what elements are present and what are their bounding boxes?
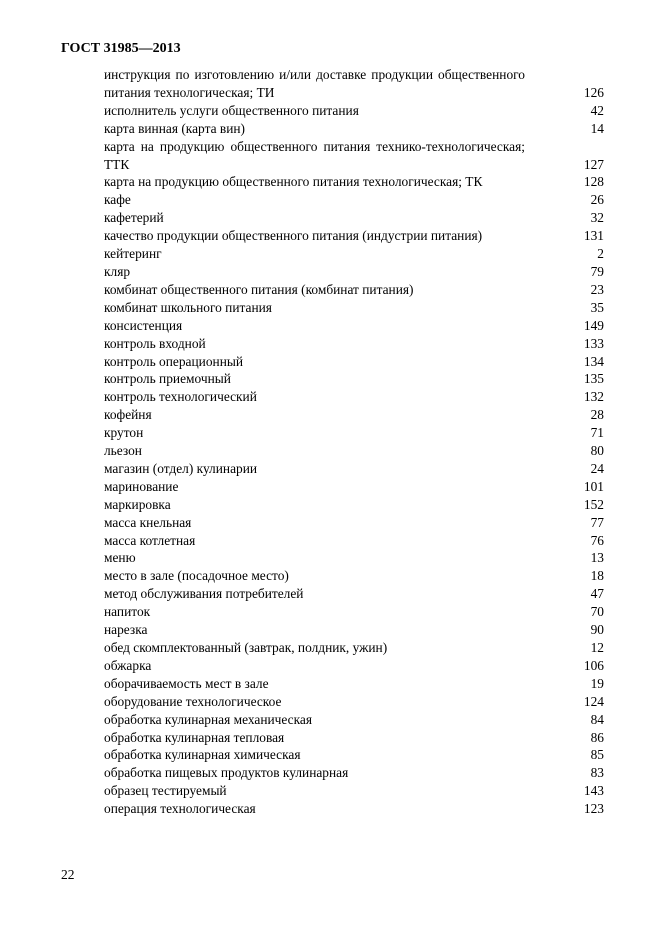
index-entry [104, 675, 604, 693]
index-entry [104, 263, 604, 281]
index-entry [104, 496, 604, 514]
index-page-number: 143 [583, 783, 604, 799]
index-entry [104, 406, 604, 424]
index-term: контроль входной [104, 335, 206, 351]
index-entries [104, 66, 604, 818]
index-page-number: 83 [590, 765, 604, 781]
index-term: оборудование технологическое [104, 693, 282, 709]
index-term: обжарка [104, 657, 152, 673]
index-entry [104, 138, 604, 174]
index-entry [104, 191, 604, 209]
index-term: комбинат школьного питания [104, 299, 272, 315]
index-term: кляр [104, 263, 131, 279]
index-term: напиток [104, 604, 151, 620]
index-term: меню [104, 550, 136, 566]
index-entry [104, 800, 604, 818]
index-term: инструкция по изготовлению и/или доставке продукции общественного питания технологическая; ТИ [104, 67, 525, 100]
index-entry [104, 711, 604, 729]
index-page-number: 135 [583, 371, 604, 387]
index-page-number: 28 [590, 407, 604, 423]
index-entry [104, 66, 604, 102]
index-page-number: 77 [590, 514, 604, 530]
index-page-number: 86 [590, 729, 604, 745]
index-term: кафе [104, 192, 131, 208]
index-entry [104, 299, 604, 317]
index-entry [104, 424, 604, 442]
page-number: 22 [61, 867, 75, 882]
index-term: маринование [104, 478, 179, 494]
index-term: льезон [104, 443, 142, 459]
index-term: качество продукции общественного питания (индустрии питания) [104, 228, 483, 244]
index-entry [104, 442, 604, 460]
index-term: магазин (отдел) кулинарии [104, 460, 258, 476]
index-entry [104, 281, 604, 299]
index-page-number: 90 [590, 622, 604, 638]
index-page-number: 76 [590, 532, 604, 548]
index-entry [104, 549, 604, 567]
index-term: масса котлетная [104, 532, 196, 548]
index-page-number: 19 [590, 675, 604, 691]
index-entry [104, 478, 604, 496]
index-term: обработка кулинарная тепловая [104, 729, 285, 745]
document-header: ГОСТ 31985—2013 [61, 41, 181, 56]
index-entry [104, 102, 604, 120]
index-page-number: 152 [583, 496, 604, 512]
index-entry [104, 532, 604, 550]
index-term: кейтеринг [104, 246, 162, 262]
index-term: операция технологическая [104, 801, 256, 817]
index-entry [104, 603, 604, 621]
index-term: комбинат общественного питания (комбинат питания) [104, 281, 414, 297]
index-page-number: 24 [590, 460, 604, 476]
index-entry [104, 335, 604, 353]
index-term: нарезка [104, 622, 148, 638]
index-entry [104, 353, 604, 371]
index-entry [104, 317, 604, 335]
index-term: масса кнельная [104, 514, 192, 530]
index-entry [104, 388, 604, 406]
index-term: консистенция [104, 317, 183, 333]
index-page-number: 18 [590, 568, 604, 584]
index-page-number: 13 [590, 550, 604, 566]
index-term: карта на продукцию общественного питания технологическая; ТК [104, 174, 483, 190]
index-entry [104, 639, 604, 657]
index-entry [104, 657, 604, 675]
index-page-number: 32 [590, 210, 604, 226]
index-page-number: 12 [590, 640, 604, 655]
index-term: обработка кулинарная химическая [104, 747, 301, 763]
index-page-number: 124 [583, 693, 604, 709]
index-entry [104, 621, 604, 639]
index-entry [104, 209, 604, 227]
index-term: обработка кулинарная механическая [104, 711, 313, 727]
index-page-number: 126 [583, 84, 604, 100]
index-term: карта на продукцию общественного питания технико-технологическая; ТТК [104, 138, 525, 172]
index-page-number: 2 [597, 246, 604, 262]
index-entry [104, 370, 604, 388]
index-entry [104, 227, 604, 245]
index-entry [104, 585, 604, 603]
index-page-number: 132 [583, 389, 604, 405]
index-entry [104, 460, 604, 478]
index-page-number: 123 [583, 801, 604, 817]
index-term: исполнитель услуги общественного питания [104, 102, 359, 118]
index-page-number: 101 [583, 478, 604, 494]
index-page-number: 35 [590, 299, 604, 315]
index-entry [104, 782, 604, 800]
index-term: образец тестируемый [104, 783, 227, 799]
index-entry [104, 567, 604, 585]
index-page-number: 14 [590, 120, 604, 136]
index-page-number: 128 [583, 174, 604, 190]
index-entry [104, 514, 604, 532]
index-page-number: 106 [583, 657, 604, 673]
index-term: контроль операционный [104, 353, 244, 369]
index-page-number: 26 [590, 192, 604, 208]
index-term: крутон [104, 425, 144, 441]
index-page-number: 42 [590, 102, 604, 118]
index-page-number: 47 [590, 586, 604, 602]
index-page-number: 133 [583, 335, 604, 351]
index-term: карта винная (карта вин) [104, 120, 245, 136]
index-term: обед скомплектованный (завтрак, полдник, ужин) [104, 640, 388, 655]
index-page-number: 23 [590, 281, 604, 297]
index-page-number: 84 [590, 711, 604, 727]
index-page-number: 131 [583, 228, 604, 244]
index-entry [104, 764, 604, 782]
index-term: контроль технологический [104, 389, 257, 405]
index-term: обработка пищевых продуктов кулинарная [104, 765, 349, 781]
index-entry [104, 120, 604, 138]
index-entry [104, 729, 604, 747]
index-entry [104, 746, 604, 764]
index-entry [104, 173, 604, 191]
index-page-number: 71 [590, 425, 604, 441]
index-page-number: 80 [590, 443, 604, 459]
index-page-number: 70 [590, 604, 604, 620]
index-term: маркировка [104, 496, 171, 512]
index-page-number: 134 [583, 353, 604, 369]
index-page-number: 127 [583, 156, 604, 172]
index-page-number: 85 [590, 747, 604, 763]
index-term: кофейня [104, 407, 152, 423]
index-term: место в зале (посадочное место) [104, 568, 289, 584]
index-term: оборачиваемость мест в зале [104, 675, 269, 691]
index-term: контроль приемочный [104, 371, 231, 387]
index-term: кафетерий [104, 210, 164, 226]
index-page-number: 149 [583, 317, 604, 333]
index-entry [104, 693, 604, 711]
index-entry [104, 245, 604, 263]
index-term: метод обслуживания потребителей [104, 586, 304, 602]
index-page-number: 79 [590, 263, 604, 279]
